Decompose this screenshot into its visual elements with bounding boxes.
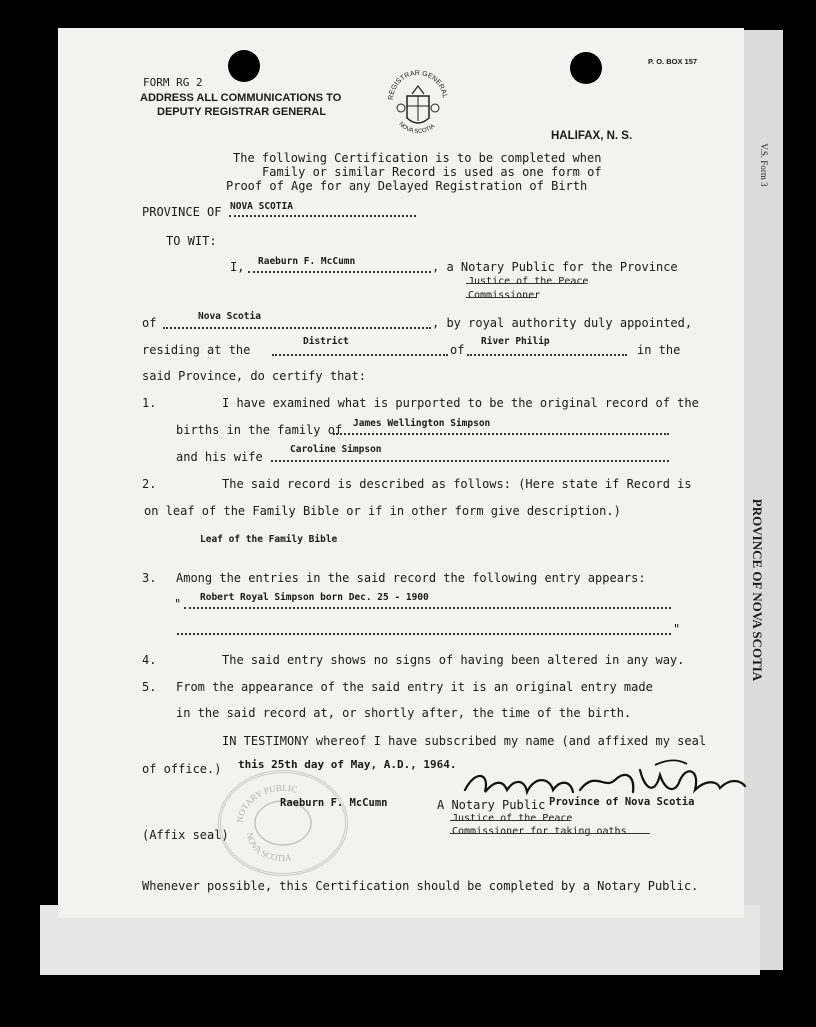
testimony-date: this 25th day of May, A.D., 1964. xyxy=(238,758,457,771)
registrar-general-seal xyxy=(385,66,451,146)
notary-role-label: A Notary Public xyxy=(437,798,546,812)
dotted-line xyxy=(467,354,627,356)
item-1-text-b: births in the family of xyxy=(176,423,343,437)
struck-role-justice: Justice of the Peace xyxy=(452,813,573,824)
vs-form-label: V.S. Form 3 xyxy=(759,143,769,187)
struck-commissioner: Commissioner xyxy=(468,290,541,301)
punch-hole xyxy=(570,52,602,84)
city: HALIFAX, N. S. xyxy=(551,130,633,142)
strikethrough-line xyxy=(466,283,584,284)
item-5-text-a: From the appearance of the said entry it is an original entry made xyxy=(176,680,653,694)
notary-signature xyxy=(455,750,755,820)
province-label: PROVINCE OF xyxy=(142,205,222,219)
open-quote: " xyxy=(174,597,182,611)
dotted-line xyxy=(248,271,431,273)
of-value: Nova Scotia xyxy=(198,311,261,322)
notary-name: Raeburn F. McCumn xyxy=(258,256,356,267)
dotted-line xyxy=(177,633,671,635)
struck-role-commissioner: Commissioner for taking oaths xyxy=(452,826,627,837)
item-4-number: 4. xyxy=(142,653,157,667)
struck-justice: Justice of the Peace xyxy=(468,276,589,287)
residing-label: residing at the xyxy=(142,343,251,357)
testimony-line-1: IN TESTIMONY whereof I have subscribed my name (and affixed my seal xyxy=(222,734,707,748)
family-name: James Wellington Simpson xyxy=(353,418,491,429)
of-label: of xyxy=(142,316,157,330)
place-value: River Philip xyxy=(481,336,550,347)
form-number: FORM RG 2 xyxy=(143,76,203,89)
dotted-line xyxy=(271,460,669,462)
birth-entry: Robert Royal Simpson born Dec. 25 - 1900 xyxy=(200,592,429,603)
address-line-2: DEPUTY REGISTRAR GENERAL xyxy=(157,106,327,118)
svg-text:NOVA SCOTIA: NOVA SCOTIA xyxy=(244,831,292,864)
certify-text: said Province, do certify that: xyxy=(142,369,366,383)
punch-hole xyxy=(228,50,260,82)
item-2-text-a: The said record is described as follows: (Here state if Record is xyxy=(222,477,692,491)
dotted-line xyxy=(163,327,431,329)
intro-line-1: The following Certification is to be completed when xyxy=(233,151,602,165)
address-line-1: ADDRESS ALL COMMUNICATIONS TO xyxy=(140,92,342,104)
side-province-label: PROVINCE OF NOVA SCOTIA xyxy=(750,498,765,682)
svg-text:REGISTRAR GENERAL: REGISTRAR GENERAL xyxy=(387,69,448,101)
dotted-line xyxy=(184,607,671,609)
notary-role-value: Province of Nova Scotia xyxy=(549,796,695,808)
province-value: NOVA SCOTIA xyxy=(230,201,293,212)
item-3-number: 3. xyxy=(142,571,157,585)
i-label: I, xyxy=(230,260,245,274)
item-4-text: The said entry shows no signs of having been altered in any way. xyxy=(222,653,685,667)
to-wit-label: TO WIT: xyxy=(166,234,217,248)
po-box: P. O. BOX 157 xyxy=(648,57,698,66)
dotted-line xyxy=(272,354,448,356)
item-2-number: 2. xyxy=(142,477,157,491)
strikethrough-line xyxy=(450,820,570,821)
affix-seal-label: (Affix seal) xyxy=(142,828,229,842)
dotted-line xyxy=(333,433,669,435)
record-description: Leaf of the Family Bible xyxy=(200,534,338,545)
residing-value: District xyxy=(303,336,349,347)
close-quote: " xyxy=(673,622,681,636)
in-the-text: in the xyxy=(637,343,681,357)
item-3-text: Among the entries in the said record the following entry appears: xyxy=(176,571,646,585)
intro-line-2: Family or similar Record is used as one form of xyxy=(262,165,602,179)
item-2-text-b: on leaf of the Family Bible or if in other form give description.) xyxy=(144,504,621,518)
notary-label: , a Notary Public for the Province xyxy=(432,260,678,274)
item-5-text-b: in the said record at, or shortly after, the time of the birth. xyxy=(176,706,632,720)
strikethrough-line xyxy=(466,297,536,298)
intro-line-3: Proof of Age for any Delayed Registration of Birth xyxy=(226,179,588,193)
wife-name: Caroline Simpson xyxy=(290,444,382,455)
svg-text:NOTARY PUBLIC: NOTARY PUBLIC xyxy=(234,782,299,824)
footer-note: Whenever possible, this Certification should be completed by a Notary Public. xyxy=(142,879,699,893)
notary-embossed-seal xyxy=(218,770,348,876)
item-5-number: 5. xyxy=(142,680,157,694)
item-1-text-c: and his wife xyxy=(176,450,263,464)
appointed-text: , by royal authority duly appointed, xyxy=(432,316,693,330)
testimony-office-label: of office.) xyxy=(142,762,222,776)
svg-text:NOVA SCOTIA: NOVA SCOTIA xyxy=(397,121,437,136)
dotted-line xyxy=(229,215,416,217)
item-1-text-a: I have examined what is purported to be the original record of the xyxy=(222,396,699,410)
strikethrough-line xyxy=(450,833,650,834)
signer-name: Raeburn F. McCumn xyxy=(280,797,388,809)
of2-label: of xyxy=(450,343,465,357)
item-1-number: 1. xyxy=(142,396,157,410)
